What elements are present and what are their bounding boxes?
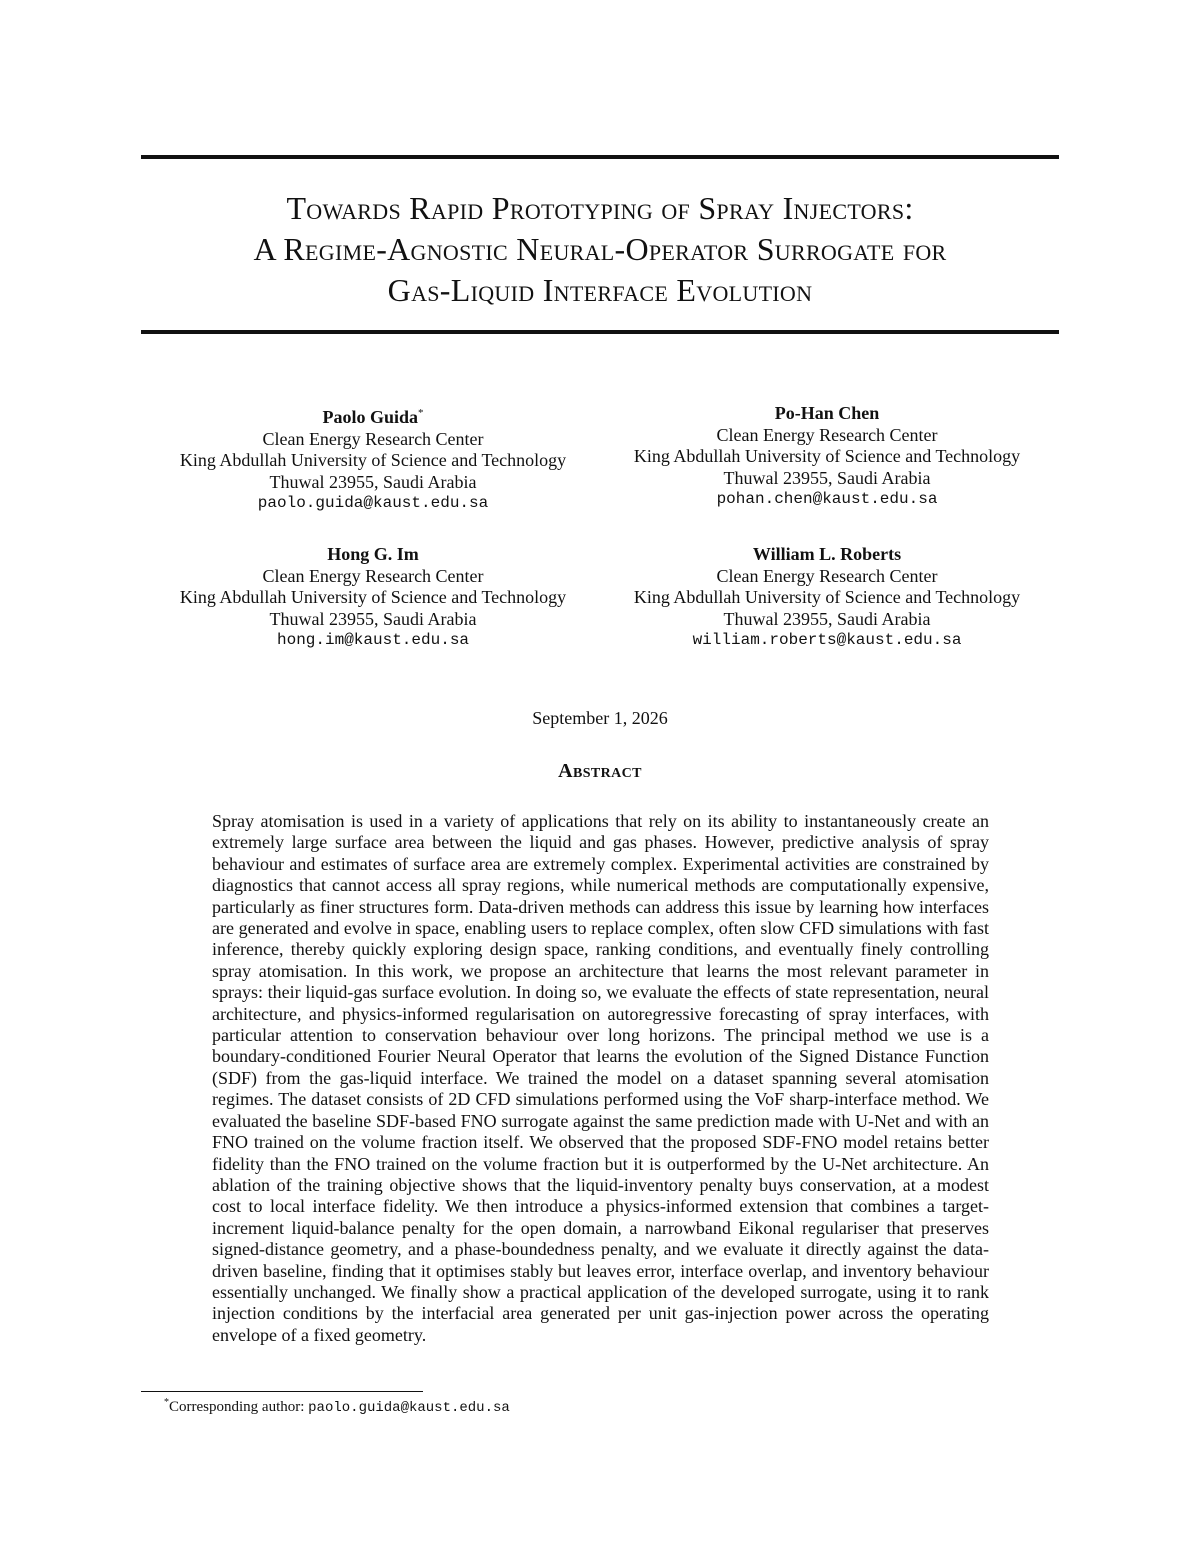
author-name: William L. Roberts <box>752 544 902 564</box>
author-email[interactable]: paolo.guida@kaust.edu.sa <box>257 494 489 512</box>
paper-title <box>141 188 1059 311</box>
title-rule-bottom <box>141 330 1059 334</box>
title-line-1: Towards Rapid Prototyping of Spray Injectors: <box>286 190 914 226</box>
author-email[interactable]: pohan.chen@kaust.edu.sa <box>716 490 938 508</box>
author-dept: Clean Energy Research Center <box>716 424 938 445</box>
title-rule-top <box>141 155 1059 159</box>
author-name: Paolo Guida <box>322 407 419 427</box>
author-address: Thuwal 23955, Saudi Arabia <box>269 471 477 492</box>
footnote <box>164 1397 510 1416</box>
author-institution: King Abdullah University of Science and Technology <box>633 587 1021 607</box>
author-address: Thuwal 23955, Saudi Arabia <box>723 608 931 629</box>
author-email[interactable]: william.roberts@kaust.edu.sa <box>692 631 962 649</box>
author-dept: Clean Energy Research Center <box>716 565 938 586</box>
author-institution: King Abdullah University of Science and Technology <box>633 446 1021 466</box>
author-email[interactable]: hong.im@kaust.edu.sa <box>276 631 470 649</box>
footnote-rule <box>141 1391 423 1392</box>
title-line-2: A Regime-Agnostic Neural-Operator Surrogate for <box>253 231 947 267</box>
abstract-heading: Abstract <box>558 760 642 782</box>
author-address: Thuwal 23955, Saudi Arabia <box>269 608 477 629</box>
author-card <box>597 544 1057 652</box>
corresponding-mark: * <box>418 407 424 419</box>
author-dept: Clean Energy Research Center <box>262 565 484 586</box>
author-card <box>597 403 1057 511</box>
author-institution: King Abdullah University of Science and Technology <box>179 587 567 607</box>
author-name: Hong G. Im <box>327 544 419 564</box>
author-address: Thuwal 23955, Saudi Arabia <box>723 467 931 488</box>
footnote-email[interactable]: paolo.guida@kaust.edu.sa <box>308 1400 510 1416</box>
footnote-mark: * <box>164 1397 169 1408</box>
author-institution: King Abdullah University of Science and Technology <box>179 450 567 470</box>
author-card <box>143 544 603 652</box>
author-name: Po-Han Chen <box>774 403 880 423</box>
footnote-text: Corresponding author: <box>169 1399 309 1415</box>
author-dept: Clean Energy Research Center <box>262 428 484 449</box>
paper-date: September 1, 2026 <box>532 708 668 728</box>
author-card <box>143 403 603 515</box>
title-line-3: Gas-Liquid Interface Evolution <box>387 272 813 308</box>
abstract-text: Spray atomisation is used in a variety of applications that rely on its ability to instantaneously create an extremely large surface area between the liquid and gas phases. However, predictive analysis of spray behaviour and estimates of surface area are extremely complex. Experimental activities are constrained by diagnostics that cannot access all spray regions, while numerical methods are computationally expensive, particularly as finer structures form. Data-driven methods can address this issue by learning how interfaces are generated and evolve in space, enabling users to replace complex, often slow CFD simulations with fast inference, thereby quickly exploring design space, ranking conditions, and eventually finely controlling spray atomisation. In this work, we propose an architecture that learns the most relevant parameter in sprays: their liquid-gas surface evolution. In doing so, we evaluate the effects of state representation, neural architecture, and physics-informed regularisation on autoregressive forecasting of spray interfaces, with particular attention to conservation behaviour over long horizons. The principal method we use is a boundary-conditioned Fourier Neural Operator that learns the evolution of the Signed Distance Function (SDF) from the gas-liquid interface. We trained the model on a dataset spanning several atomisation regimes. The dataset consists of 2D CFD simulations performed using the VoF sharp-interface method. We evaluated the baseline SDF-based FNO surrogate against the same prediction made with U-Net and with an FNO trained on the volume fraction itself. We observed that the proposed SDF-FNO model retains better fidelity than the FNO trained on the volume fraction but it is outperformed by the U-Net architecture. An ablation of the training objective shows that the liquid-inventory penalty buys conservation, at a modest cost to local interface fidelity. We then introduce a physics-informed extension that combines a target-increment liquid-balance penalty for the open domain, a narrowband Eikonal regulariser that preserves signed-distance geometry, and a phase-boundedness penalty, and we evaluate it directly against the data-driven baseline, finding that it optimises stably but leaves error, interface overlap, and inventory behaviour essentially unchanged. We finally show a practical application of the developed surrogate, using it to rank injection conditions by the interfacial area generated per unit gas-injection power across the operating envelope of a fixed geometry. <box>212 811 989 1345</box>
